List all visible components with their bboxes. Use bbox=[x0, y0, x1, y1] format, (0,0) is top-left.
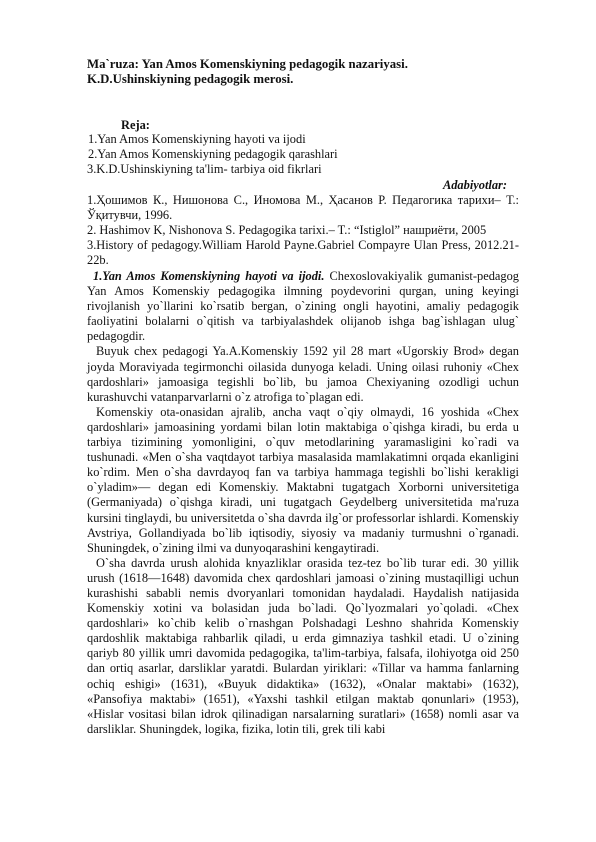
title-line-1: Ma`ruza: Yan Amos Komenskiyning pedagogik nazariyasi. bbox=[87, 57, 408, 71]
paragraph-4: O`sha davrda urush alohida knyazliklar orasida tez-tez bo`lib turar edi. 30 yillik urush (1618—1648) davomida chex qardoshlari jamoasi o`zining mustaqilligi uchun kurashishi sababli nemis dvoryanlari tomonidan haydaladi. Haydalish natijasida Komenskiy xotini va bolasidan juda bo`ladi. Qo`lyozmalari yo`qoladi. «Chex qardoshlari» ko`chib kelib o`rnashgan Polshadagi Leshno shahrida Komenskiy qardoshlik maktabiga rahbarlik qiladi, u erda gimnaziya tashkil etadi. U o`zining qariyb 80 yillik umri davomida pedagogika, ta'lim-tarbiya, falsafa, ilohiyotga oid 250 dan ortiq asarlar, darsliklar yaratdi. Bulardan yiriklari: «Tillar va hamma fanlarning ochiq eshigi» (1631), «Buyuk didaktika» (1632), «Onalar maktabi» (1632), «Pansofiya maktabi» (1651), «Yaxshi tashkil etilgan maktab qonunlari» (1953), «Hislar vositasi bilan idrok qilinadigan narsalarning suratlari» (1658) nomli asar va darsliklar. Shuningdek, logika, fizika, lotin tili, grek tili kabi bbox=[87, 555, 519, 736]
plan-item-3: 3.K.D.Ushinskiyning ta'lim- tarbiya oid fikrlari bbox=[87, 162, 322, 177]
section-heading: 1.Yan Amos Komenskiyning hayoti va ijodi. bbox=[93, 269, 325, 283]
paragraph-1-text: Chexoslovakiyalik gumanist-pedagog Yan Amos Komenskiy pedagogika ilmning poydevorini qurgan, uning keyingi rivojlanish yo`llarini ko`rsatib bergan, o`zining ongli hayotini, amaliy pedagogik faoliyatini bolalarni o`qitish va tarbiyalashdek olijanob ishga bag`ishlagan ulug` pedagogdir. bbox=[87, 269, 519, 344]
literature-item-2: 2. Hashimov K, Nishonova S. Pedagogika tarixi.– T.: “Istiglol” нашриёти, 2005 bbox=[87, 223, 487, 238]
paragraph-3: Komenskiy ota-onasidan ajralib, ancha vaqt o`qiy olmaydi, 16 yoshida «Chex qardoshlari» jamoasining yordami bilan lotin maktabiga o`qishga kiradi, bu erda u tarbiya tizimining yomonligini, o`quv metodlarining yaramasligini ko`radi va tushunadi. «Men o`sha vaqtdayot tarbiya masalasida mamlakatimni orqada ekanligini ko`rdim. Men o`sha davrdayoq fan va tarbiya hammaga tegishli bo`lishi kerakligi o`yladim»— degan edi Komenskiy. Maktabni tugatgach Xorborni universitetiga (Germaniyada) o`qishga kiradi, uni tugatgach Geydelberg universitetida ma'ruza kursini tinglaydi, bu universitetda o`sha davrda ilg`or professorlar ishlardi. Komenskiy Avstriya, Gollandiyada bo`lib iqtisodiy, siyosiy va madaniy turmushni o`rganadi. Shuningdek, o`zining ilmi va dunyoqarashini kengaytiradi. bbox=[87, 404, 519, 555]
lecture-body bbox=[87, 269, 519, 737]
lecture-title bbox=[87, 57, 519, 88]
literature-item-1: 1.Ҳошимов К., Нишонова С., Иномова М., Ҳасанов Р. Педагогика тарихи– Т.: Ўқитувчи, 1996. bbox=[87, 193, 519, 223]
paragraph-1 bbox=[87, 269, 519, 344]
literature-list bbox=[87, 193, 519, 268]
plan-item-1: 1.Yan Amos Komenskiyning hayoti va ijodi bbox=[88, 132, 306, 146]
plan-item-2: 2.Yan Amos Komenskiyning pedagogik qarashlari bbox=[88, 147, 338, 162]
literature-item-3: 3.History of pedagogy.William Harold Payne.Gabriel Compayre Ulan Press, 2012.21-22b. bbox=[87, 238, 519, 268]
plan-heading: Reja: bbox=[121, 118, 150, 132]
plan-list bbox=[87, 132, 519, 177]
title-line-2: K.D.Ushinskiyning pedagogik merosi. bbox=[87, 72, 294, 87]
paragraph-2: Buyuk chex pedagogi Ya.A.Komenskiy 1592 yil 28 mart «Ugorskiy Brod» degan joyda Moraviyada tegirmonchi oilasida dunyoga keladi. Uning oilasi ruhoniy «Chex qardoshlari» jamoasiga tegishli bo`lib, bu jamoa Chexiyaning ozodligi uchun kurashuvchi vatanparvarlarni o`z atrofiga to`plagan edi. bbox=[87, 344, 519, 404]
literature-heading: Adabiyotlar: bbox=[442, 178, 507, 192]
